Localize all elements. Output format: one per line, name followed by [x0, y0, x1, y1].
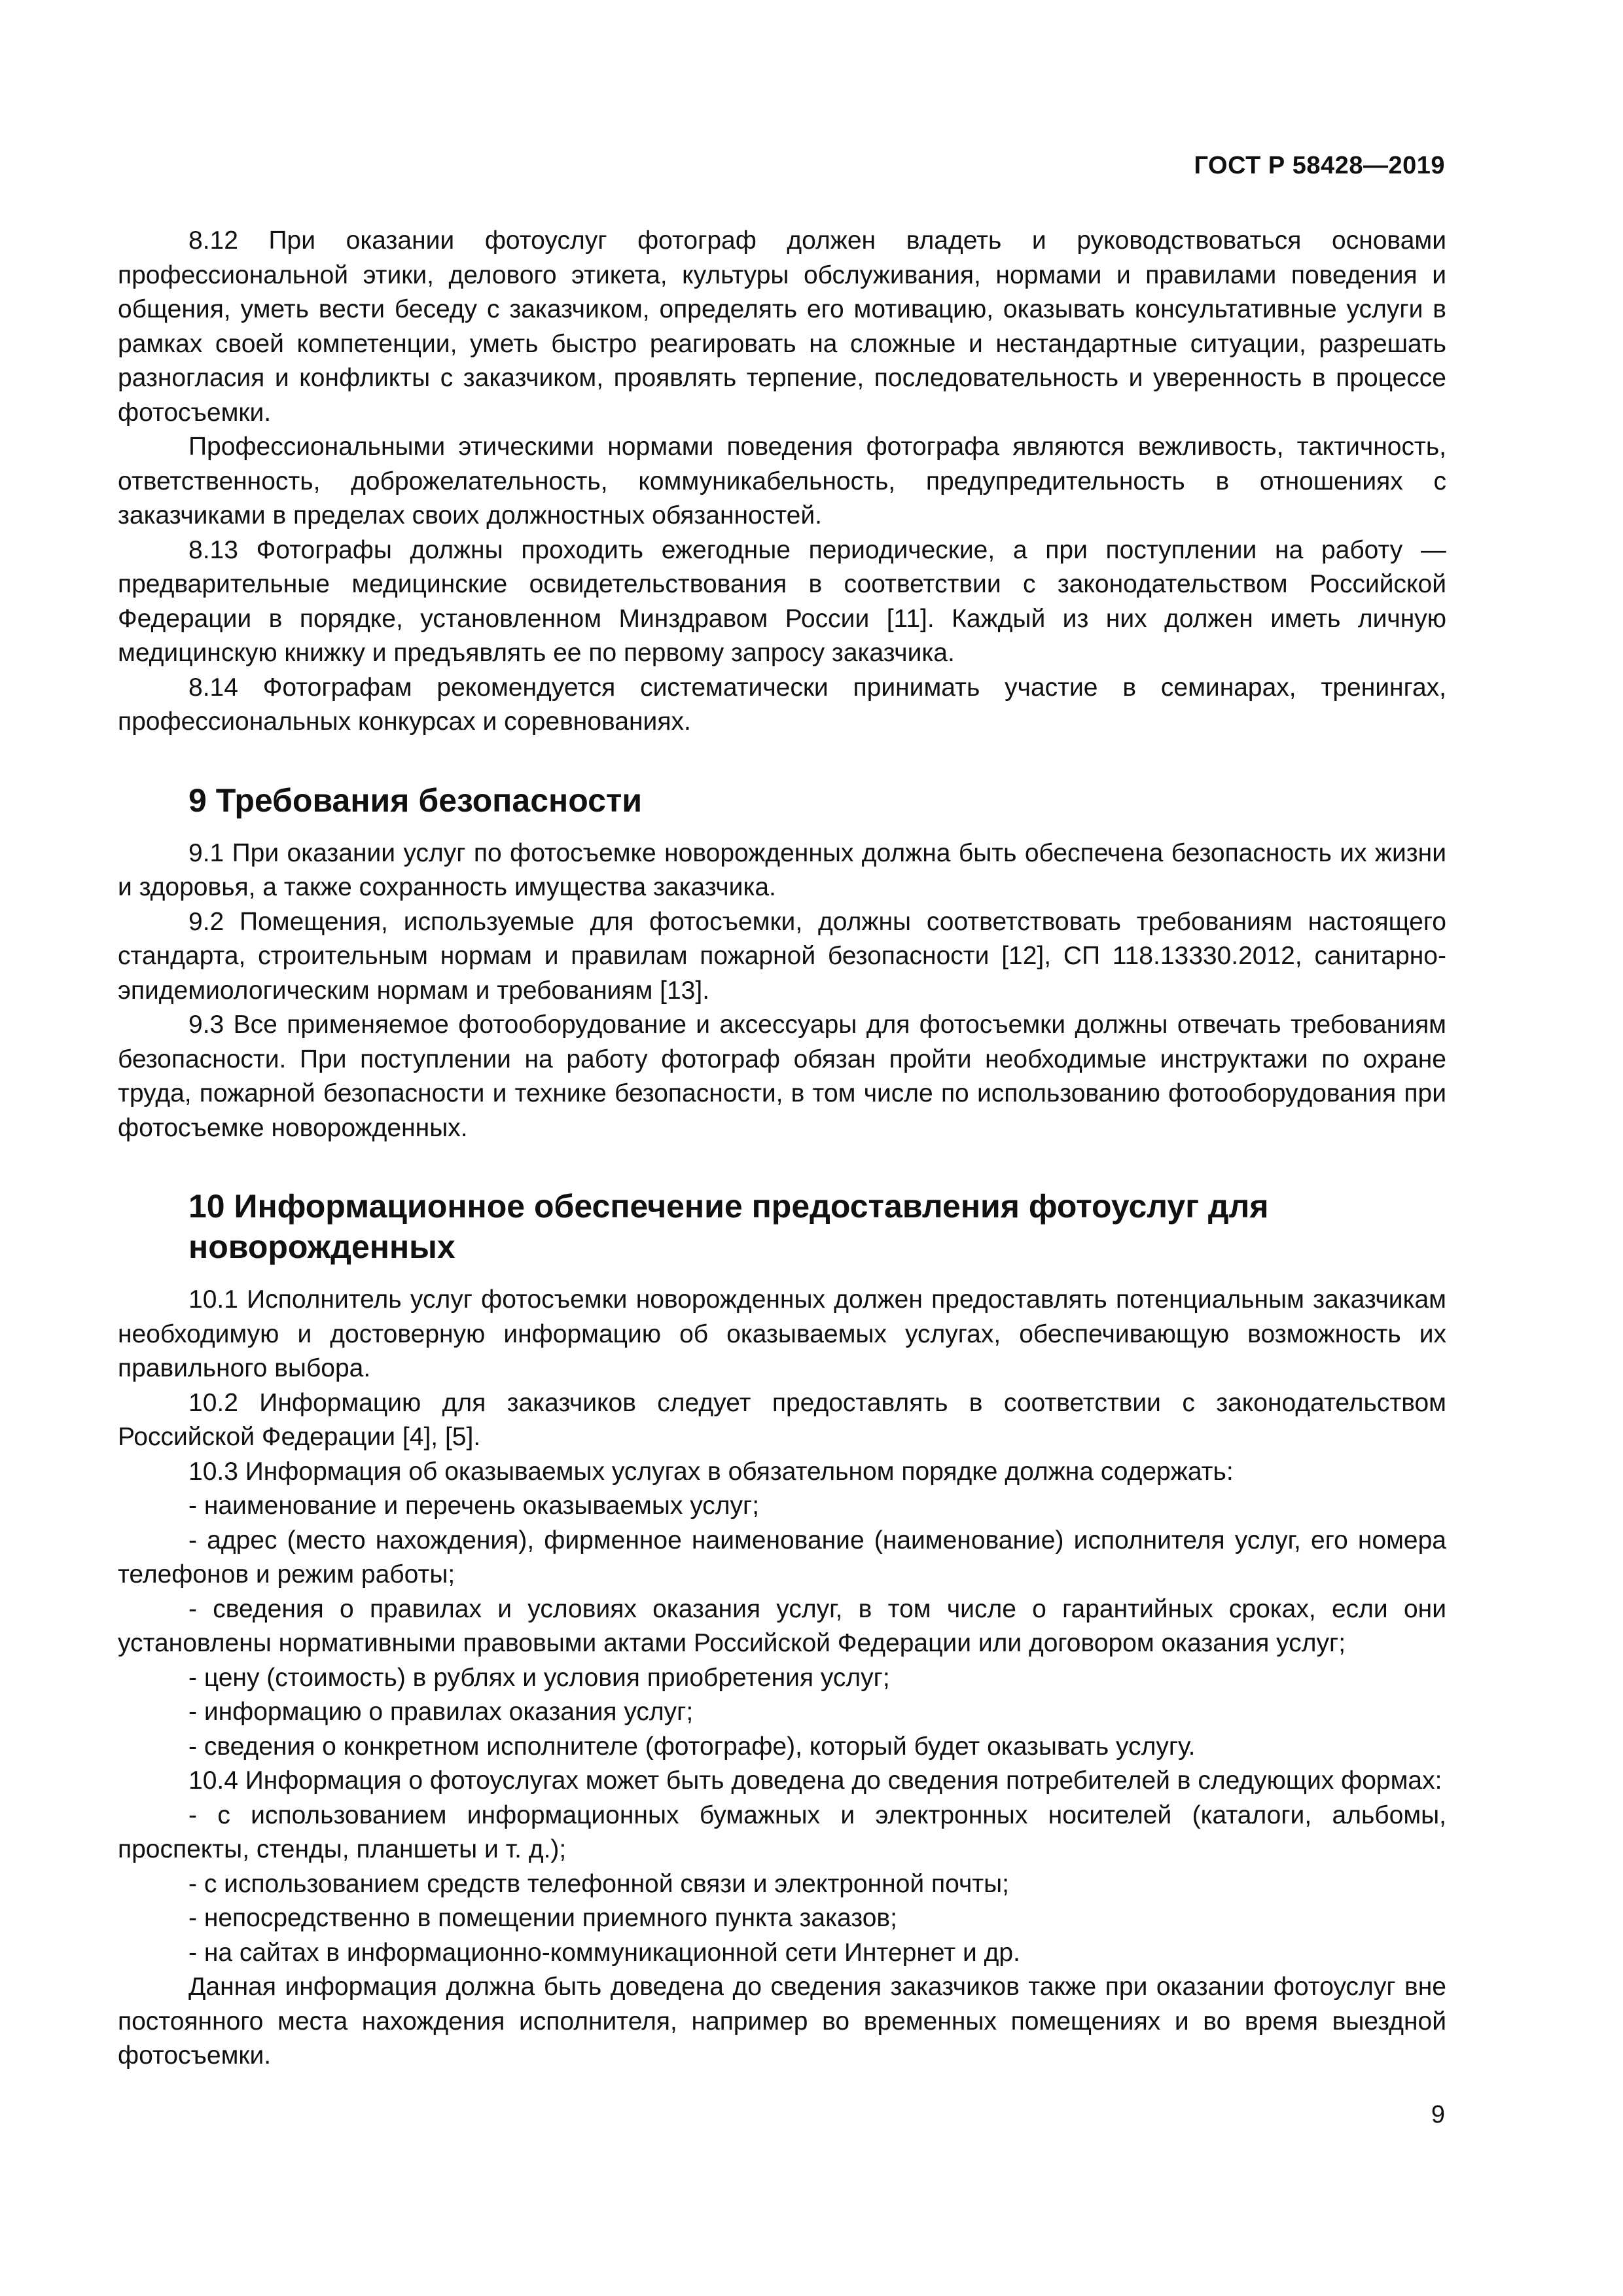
document-code: ГОСТ Р 58428—2019: [1194, 152, 1445, 179]
list-item: - сведения о конкретном исполнителе (фотографе), который будет оказывать услугу.: [188, 1732, 1196, 1761]
paragraph-10-1: 10.1 Исполнитель услуг фотосъемки новорожденных должен предоставлять потенциальным заказчикам необходимую и достоверную информацию об оказываемых услугах, обеспечивающую возможность их правильного выбора.: [118, 1285, 1446, 1382]
section-9-heading: 9 Требования безопасности: [188, 781, 643, 819]
paragraph-8-12: 8.12 При оказании фотоуслуг фотограф должен владеть и руководствоваться основами профессиональной этики, делового этикета, культуры обслуживания, нормами и правилами поведения и общения, уметь вести беседу с заказчиком, определять его мотивацию, оказывать консультативные услуги в рамках своей компетенции, уметь быстро реагировать на сложные и нестандартные ситуации, разрешать разногласия и конфликты с заказчиком, проявлять терпение, последовательность и уверенность в процессе фотосъемки.: [118, 226, 1446, 427]
paragraph-9-2: 9.2 Помещения, используемые для фотосъемки, должны соответствовать требованиям настоящего стандарта, строительным нормам и правилам пожарной безопасности [12], СП 118.13330.2012, санитарно-эпидемиологическим нормам и требованиям [13].: [118, 907, 1446, 1005]
paragraph-10-4: 10.4 Информация о фотоуслугах может быть доведена до сведения потребителей в следующих формах:: [188, 1767, 1442, 1795]
paragraph-9-1: 9.1 При оказании услуг по фотосъемке новорожденных должна быть обеспечена безопасность их жизни и здоровья, а также сохранность имущества заказчика.: [118, 838, 1446, 901]
paragraph-10-2: 10.2 Информацию для заказчиков следует предоставлять в соответствии с законодательством Российской Федерации [4], [5].: [118, 1388, 1446, 1451]
list-item: - непосредственно в помещении приемного пункта заказов;: [188, 1904, 897, 1932]
paragraph-10-3: 10.3 Информация об оказываемых услугах в обязательном порядке должна содержать:: [188, 1457, 1234, 1486]
list-item: - с использованием информационных бумажных и электронных носителей (каталоги, альбомы, проспекты, стенды, планшеты и т. д.);: [118, 1801, 1446, 1863]
list-item: - на сайтах в информационно-коммуникационной сети Интернет и др.: [188, 1938, 1020, 1967]
paragraph-8-12-ethics: Профессиональными этическими нормами поведения фотографа являются вежливость, тактичность, ответственность, доброжелательность, коммуникабельность, предупредительность в отношениях с заказчиками в пределах своих должностных обязанностей.: [118, 433, 1446, 529]
paragraph-8-13: 8.13 Фотографы должны проходить ежегодные периодические, а при поступлении на работу — предварительные медицинские освидетельствования в соответствии с законодательством Российской Федерации в порядке, установленном Минздравом России [11]. Каждый из них должен иметь личную медицинскую книжку и предъявлять ее по первому запросу заказчика.: [118, 535, 1446, 667]
list-item: - информацию о правилах оказания услуг;: [188, 1698, 694, 1726]
list-item: - с использованием средств телефонной связи и электронной почты;: [188, 1869, 1009, 1898]
list-item: - сведения о правилах и условиях оказания услуг, в том числе о гарантийных сроках, если они установлены нормативными правовыми актами Российской Федерации или договором оказания услуг;: [118, 1594, 1446, 1657]
paragraph-9-3: 9.3 Все применяемое фотооборудование и аксессуары для фотосъемки должны отвечать требованиям безопасности. При поступлении на работу фотограф обязан пройти необходимые инструктажи по охране труда, пожарной безопасности и технике безопасности, в том числе по использованию фотооборудования при фотосъемке новорожденных.: [118, 1011, 1446, 1142]
section-10-heading: 10 Информационное обеспечение предоставления фотоуслуг для новорожденных: [188, 1188, 1269, 1265]
paragraph-8-14: 8.14 Фотографам рекомендуется систематически принимать участие в семинарах, тренингах, профессиональных конкурсах и соревнованиях.: [118, 673, 1446, 736]
list-item: - цену (стоимость) в рублях и условия приобретения услуг;: [188, 1663, 890, 1692]
paragraph-10-4-closing: Данная информация должна быть доведена до сведения заказчиков также при оказании фотоуслуг вне постоянного места нахождения исполнителя, например во временных помещениях и во время выездной фотосъемки.: [118, 1973, 1446, 2070]
list-item: - адрес (место нахождения), фирменное наименование (наименование) исполнителя услуг, его номера телефонов и режим работы;: [118, 1526, 1446, 1588]
page-number: 9: [1431, 2101, 1445, 2128]
list-item: - наименование и перечень оказываемых услуг;: [188, 1492, 760, 1520]
page-content: [118, 224, 1446, 2073]
